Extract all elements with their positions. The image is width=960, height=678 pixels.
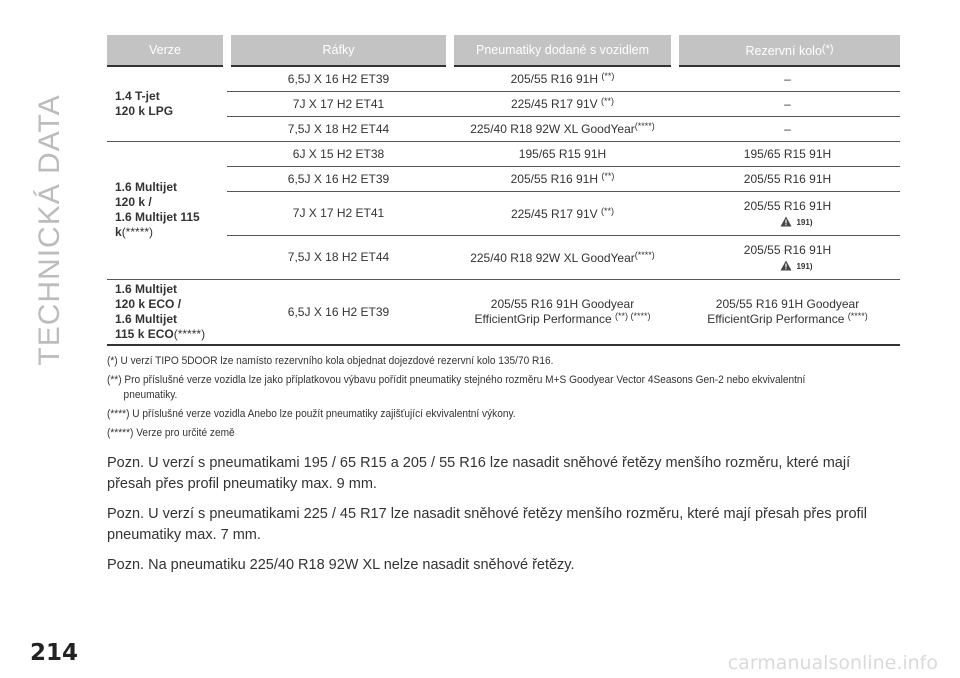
- tyre-footnote-mark: (**): [601, 96, 615, 106]
- spare-size: 205/55 R16 91H: [743, 243, 832, 257]
- table-body: [107, 66, 900, 345]
- tyre-cell: [450, 141, 675, 166]
- spare-size: 205/55 R16 91H: [743, 199, 832, 213]
- spare-cell: [675, 116, 900, 141]
- note-paragraph: Pozn. U verzí s pneumatikami 225 / 45 R17 lze nasadit sněhové řetězy menšího rozměru, které mají přesah přes profil pneumatiky max. 7 mm.: [107, 506, 867, 543]
- spare-size: –: [784, 121, 791, 136]
- rim-cell: 6J X 15 H2 ET38: [227, 141, 450, 166]
- header-verze: Verze: [107, 35, 227, 66]
- spare-size: –: [784, 96, 791, 111]
- tyre-size: 225/45 R17 91V: [510, 206, 602, 221]
- verze-cell: [107, 141, 227, 279]
- warning-ref: [763, 216, 813, 227]
- footnote: [107, 426, 898, 441]
- footnotes: [107, 354, 897, 445]
- header-footnote-mark: (*): [821, 42, 834, 55]
- spare-cell: [675, 66, 900, 91]
- tyre-footnote-mark: (**) (****): [615, 311, 651, 321]
- header-rezervni-kolo: Rezervní kolo(*): [675, 35, 900, 66]
- section-title: TECHNICKÁ DATA: [33, 94, 66, 366]
- spare-cell: [675, 279, 900, 345]
- tyre-spec-table: [107, 35, 900, 346]
- warning-icon: [780, 260, 792, 271]
- verze-footnote-mark: (*****): [173, 326, 206, 341]
- tyre-line: EfficientGrip Performance: [474, 312, 615, 326]
- tyre-size: 225/45 R17 91V: [510, 97, 602, 111]
- tyre-cell: [450, 91, 675, 116]
- footnote-text: (**) Pro příslušné verze vozidla lze jako příplatkovou výbavu pořídit pneumatiky stejného rozměru M+S Goodyear Vector 4Seasons Gen-2 nebo ekvivalentní: [107, 374, 806, 386]
- footnote-text: (****) U příslušné verze vozidla Anebo lze použít pneumatiky zajišťující ekvivalentní výkony.: [107, 408, 516, 420]
- tyre-footnote-mark: (**): [601, 205, 615, 216]
- spare-size: 205/55 R16 91H: [743, 171, 832, 186]
- verze-cell: [107, 279, 227, 345]
- table-row: [107, 279, 900, 345]
- tyre-size: 225/40 R18 92W XL GoodYear: [470, 250, 635, 265]
- page-number: 214: [30, 640, 79, 666]
- verze-cell: [107, 66, 227, 141]
- tyre-size: 225/40 R18 92W XL GoodYear: [470, 122, 635, 136]
- verze-line: 1.4 T-jet: [115, 88, 160, 103]
- warning-icon: [780, 216, 792, 227]
- note-paragraph: Pozn. Na pneumatiku 225/40 R18 92W XL nelze nasadit sněhové řetězy.: [107, 557, 575, 573]
- footnote: [107, 373, 898, 403]
- verze-line: 1.6 Multijet: [115, 311, 178, 326]
- tyre-footnote-mark: (**): [601, 71, 615, 82]
- verze-line: 1.6 Multijet: [115, 281, 178, 296]
- footnote-text: (*****) Verze pro určité země: [107, 427, 235, 439]
- footnote: [107, 354, 898, 369]
- body-notes: [107, 453, 897, 585]
- header-rafky: Ráfky: [227, 35, 450, 66]
- tyre-cell: [450, 66, 675, 91]
- tyre-size: 205/55 R16 91H: [510, 172, 602, 186]
- tyre-size: 195/65 R15 91H: [518, 146, 607, 161]
- spare-cell: [675, 141, 900, 166]
- spare-size: 195/65 R15 91H: [743, 146, 832, 161]
- header-pneumatiky: Pneumatiky dodané s vozidlem: [450, 35, 675, 66]
- tyre-footnote-mark: (****): [634, 249, 655, 260]
- verze-line: 120 k ECO /: [115, 296, 182, 311]
- verze-line: 120 k /: [115, 195, 152, 209]
- tyre-cell: [450, 166, 675, 191]
- verze-line: 1.6 Multijet 115 k: [115, 210, 200, 239]
- spare-cell: [675, 235, 900, 279]
- spare-cell: [675, 191, 900, 235]
- warning-ref-number: 191): [796, 262, 813, 271]
- rim-cell: 7J X 17 H2 ET41: [227, 91, 450, 116]
- tyre-cell: [450, 279, 675, 345]
- footnote: [107, 407, 898, 422]
- tyre-size: 205/55 R16 91H: [510, 72, 602, 87]
- table-row: [107, 66, 900, 91]
- spare-line: EfficientGrip Performance: [707, 312, 848, 326]
- tyre-cell: [450, 191, 675, 235]
- footnote-continuation: pneumatiky.: [123, 389, 178, 401]
- footnote-text: (*) U verzí TIPO 5DOOR lze namísto rezervního kola objednat dojezdové rezervní kolo 135/70 R16.: [107, 355, 554, 367]
- warning-ref: [763, 260, 813, 271]
- spare-size: –: [784, 71, 791, 86]
- spare-cell: [675, 166, 900, 191]
- spare-cell: [675, 91, 900, 116]
- spare-line: 205/55 R16 91H Goodyear: [715, 297, 860, 311]
- tyre-cell: [450, 235, 675, 279]
- verze-footnote-mark: (*****): [121, 225, 154, 239]
- verze-line: 115 k ECO: [115, 326, 174, 341]
- note-paragraph: Pozn. U verzí s pneumatikami 195 / 65 R15 a 205 / 55 R16 lze nasadit sněhové řetězy menšího rozměru, které mají přesah přes profil pneumatiky max. 9 mm.: [107, 455, 851, 492]
- spare-footnote-mark: (****): [847, 311, 868, 321]
- tyre-footnote-mark: (****): [634, 121, 655, 131]
- tyre-line: 205/55 R16 91H Goodyear: [490, 297, 635, 311]
- tyre-cell: [450, 116, 675, 141]
- rim-cell: 6,5J X 16 H2 ET39: [227, 66, 450, 91]
- verze-line: 120 k LPG: [115, 103, 174, 118]
- warning-ref-number: 191): [796, 218, 813, 227]
- tyre-footnote-mark: (**): [601, 171, 615, 181]
- rim-cell: 7,5J X 18 H2 ET44: [227, 116, 450, 141]
- table-row: [107, 141, 900, 166]
- rim-cell: 7,5J X 18 H2 ET44: [227, 235, 450, 279]
- table-header-row: [107, 35, 900, 66]
- rim-cell: 6,5J X 16 H2 ET39: [227, 166, 450, 191]
- verze-line: 1.6 Multijet: [115, 180, 178, 194]
- rim-cell: 6,5J X 16 H2 ET39: [227, 279, 450, 345]
- rim-cell: 7J X 17 H2 ET41: [227, 191, 450, 235]
- watermark: carmanualsonline.info: [727, 652, 938, 674]
